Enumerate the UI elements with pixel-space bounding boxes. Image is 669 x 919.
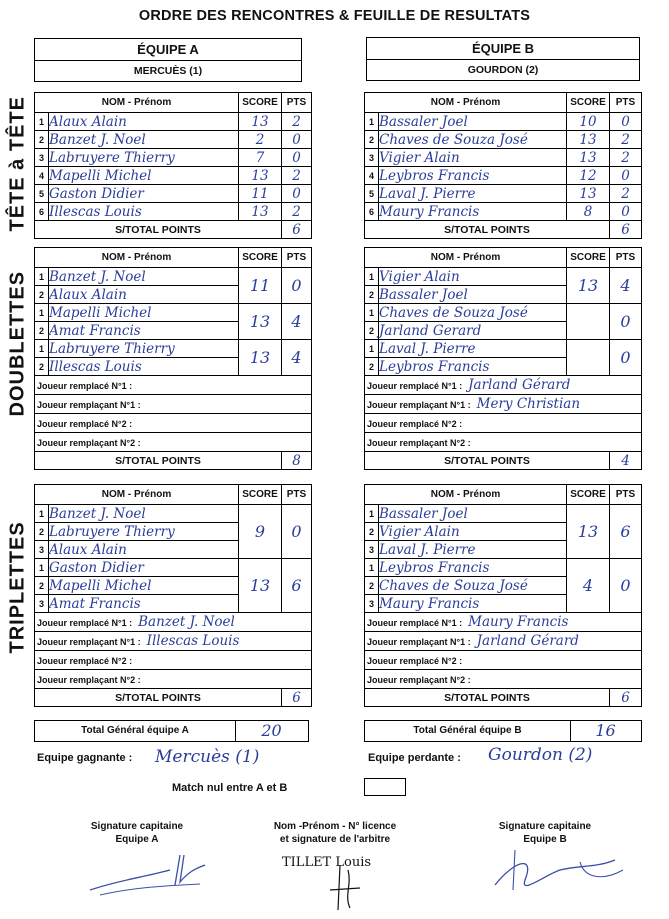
player-name[interactable]: Vigier Alain [379,268,567,286]
player-name[interactable]: Labruyere Thierry [49,340,239,358]
table-row [365,131,642,149]
team-pts[interactable]: 6 [282,559,312,613]
col-header-pts: PTS [610,485,642,505]
player-name[interactable]: Gaston Didier [49,559,239,577]
team-score[interactable]: 9 [239,505,282,559]
doublettes-b-remplacant1-row [365,395,642,414]
team-pts[interactable]: 4 [282,304,312,340]
player-pts[interactable]: 2 [282,113,312,131]
doublettes-a-remplace2-label: Joueur remplacé N°2 : [37,419,133,429]
triplettes-b-remplace1-row [365,613,642,632]
player-name[interactable]: Labruyere Thierry [49,149,239,167]
player-name[interactable]: Leybros Francis [379,358,567,376]
player-number: 6 [365,203,379,221]
match-nul-box[interactable] [364,778,406,796]
player-pts[interactable]: 2 [610,149,642,167]
team-pts[interactable]: 0 [282,505,312,559]
player-number: 2 [365,286,379,304]
player-number: 6 [35,203,49,221]
player-number: 2 [365,322,379,340]
player-name[interactable]: Leybros Francis [379,167,567,185]
player-name[interactable]: Alaux Alain [49,113,239,131]
table-row [35,304,312,322]
gagnante-label: Equipe gagnante : [37,752,133,764]
team-score[interactable]: 13 [239,304,282,340]
table-row [365,505,642,523]
doublettes-a-subtotal-value[interactable]: 8 [282,452,312,470]
player-name[interactable]: Chaves de Souza José [379,304,567,322]
team-pts[interactable]: 0 [282,268,312,304]
player-number: 3 [365,149,379,167]
player-name[interactable]: Alaux Alain [49,286,239,304]
triplettes-a-remplacant2-label: Joueur remplaçant N°2 : [37,675,141,685]
col-header-pts: PTS [282,485,312,505]
triplettes-b-remplacant1-label: Joueur remplaçant N°1 : [367,637,471,647]
doublettes-b-remplace1-row [365,376,642,395]
player-name[interactable]: Gaston Didier [49,185,239,203]
col-header-score: SCORE [567,485,610,505]
player-name[interactable]: Laval J. Pierre [379,541,567,559]
total-b-value[interactable]: 16 [595,721,616,740]
player-name[interactable]: Illescas Louis [49,203,239,221]
team-a-header-box [34,38,302,82]
player-number: 1 [365,113,379,131]
side-label-tete: TÊTE à TÊTE [6,96,29,232]
player-name[interactable]: Mapelli Michel [49,577,239,595]
player-score[interactable]: 13 [239,113,282,131]
player-score[interactable]: 7 [239,149,282,167]
player-number: 1 [35,505,49,523]
player-name[interactable]: Banzet J. Noel [49,505,239,523]
player-score[interactable]: 13 [239,167,282,185]
table-row [35,340,312,358]
triplettes-a-remplacant1-label: Joueur remplaçant N°1 : [37,637,141,647]
total-a-label: Total Général équipe A [35,721,236,741]
page-title: ORDRE DES RENCONTRES & FEUILLE DE RESULTATS [138,8,531,24]
tete-a-subtotal-value[interactable]: 6 [282,221,312,239]
triplettes-a-remplace1-value[interactable]: Banzet J. Noel [138,614,235,630]
player-name[interactable]: Bassaler Joel [379,113,567,131]
team-score[interactable]: 13 [239,559,282,613]
player-name[interactable]: Chaves de Souza José [379,577,567,595]
player-number: 3 [35,149,49,167]
player-number: 1 [365,505,379,523]
player-name[interactable]: Vigier Alain [379,523,567,541]
signature-a-label: Signature capitaine Equipe A [90,821,184,845]
doublettes-a-remplacant2-row [35,433,312,452]
triplettes-b-remplace1-label: Joueur remplacé N°1 : [367,618,463,628]
table-row [365,167,642,185]
player-name[interactable]: Laval J. Pierre [379,340,567,358]
player-pts[interactable]: 0 [282,131,312,149]
player-number: 2 [35,577,49,595]
team-a-header: ÉQUIPE A [35,39,301,61]
match-nul-label: Match nul entre A et B [172,782,288,794]
player-name[interactable]: Alaux Alain [49,541,239,559]
player-name[interactable]: Bassaler Joel [379,286,567,304]
col-header-score: SCORE [239,93,282,113]
table-row [35,149,312,167]
player-score[interactable]: 11 [239,185,282,203]
col-header-nom: NOM - Prénom [365,248,567,268]
total-a-box [34,720,309,742]
table-row [35,167,312,185]
team-b-header: ÉQUIPE B [367,38,639,60]
table-row [365,340,642,358]
team-score[interactable]: 4 [567,559,610,613]
arbitre-name: TILLET Louis [282,855,372,870]
player-number: 1 [365,304,379,322]
player-pts[interactable]: 0 [610,167,642,185]
triplettes-a-remplacant2-row [35,670,312,689]
doublettes-a-remplacant2-label: Joueur remplaçant N°2 : [37,438,141,448]
doublettes-b-remplacant2-label: Joueur remplaçant N°2 : [367,438,471,448]
doublettes-b-remplace2-row [365,414,642,433]
col-header-nom: NOM - Prénom [35,248,239,268]
doublettes-table-a [34,247,312,470]
player-name[interactable]: Maury Francis [379,595,567,613]
team-b-header-box [366,37,640,81]
triplettes-a-remplacant1-value[interactable]: Illescas Louis [146,633,240,649]
table-row [365,149,642,167]
perdante-value[interactable]: Gourdon (2) [488,745,593,765]
tete-a-subtotal-label: S/TOTAL POINTS [35,221,282,239]
triplettes-a-remplace1-label: Joueur remplacé N°1 : [37,618,133,628]
player-name[interactable]: Banzet J. Noel [49,131,239,149]
table-row [35,185,312,203]
triplettes-table-a [34,484,312,707]
doublettes-b-remplace2-label: Joueur remplacé N°2 : [367,419,463,429]
player-number: 3 [35,595,49,613]
doublettes-a-remplacant1-label: Joueur remplaçant N°1 : [37,400,141,410]
col-header-pts: PTS [610,248,642,268]
table-row [365,203,642,221]
table-row [365,268,642,286]
player-name[interactable]: Laval J. Pierre [379,185,567,203]
player-name[interactable]: Mapelli Michel [49,167,239,185]
col-header-nom: NOM - Prénom [365,485,567,505]
player-score[interactable]: 2 [239,131,282,149]
doublettes-b-remplacant1-value[interactable]: Mery Christian [476,396,581,412]
perdante-label: Equipe perdante : [368,752,461,764]
player-score[interactable]: 13 [239,203,282,221]
doublettes-b-remplacant1-label: Joueur remplaçant N°1 : [367,400,471,410]
table-row [35,113,312,131]
doublettes-b-subtotal-value[interactable]: 4 [610,452,642,470]
team-pts[interactable]: 0 [610,559,642,613]
player-name[interactable]: Chaves de Souza José [379,131,567,149]
player-number: 3 [365,595,379,613]
team-score[interactable] [567,304,610,340]
triplettes-a-remplace1-row [35,613,312,632]
team-pts[interactable]: 0 [610,340,642,376]
player-score[interactable]: 13 [567,185,610,203]
player-score[interactable]: 13 [567,149,610,167]
player-number: 4 [35,167,49,185]
signature-a-image [80,840,220,900]
triplettes-b-remplace2-row [365,651,642,670]
tete-b-subtotal-value[interactable]: 6 [610,221,642,239]
triplettes-a-remplace2-label: Joueur remplacé N°2 : [37,656,133,666]
total-b-label: Total Général équipe B [365,721,571,741]
player-number: 1 [365,268,379,286]
signature-b-image [485,840,635,900]
side-label-triplettes: TRIPLETTES [6,521,29,654]
player-pts[interactable]: 0 [610,113,642,131]
team-score[interactable]: 13 [567,268,610,304]
player-pts[interactable]: 0 [610,203,642,221]
col-header-pts: PTS [282,93,312,113]
player-number: 1 [35,304,49,322]
player-name[interactable]: Leybros Francis [379,559,567,577]
table-row [365,559,642,577]
player-number: 2 [35,358,49,376]
player-number: 1 [365,559,379,577]
triplettes-a-remplace2-row [35,651,312,670]
team-score[interactable]: 11 [239,268,282,304]
table-row [35,131,312,149]
player-score[interactable]: 13 [567,131,610,149]
player-name[interactable]: Jarland Gerard [379,322,567,340]
player-number: 2 [365,577,379,595]
tete-table-a [34,92,312,239]
gagnante-value[interactable]: Mercuès (1) [155,747,260,767]
col-header-score: SCORE [239,248,282,268]
total-a-value[interactable]: 20 [261,721,282,740]
team-pts[interactable]: 4 [282,340,312,376]
player-name[interactable]: Amat Francis [49,322,239,340]
triplettes-b-remplace2-label: Joueur remplacé N°2 : [367,656,463,666]
player-number: 1 [365,340,379,358]
tete-table-b [364,92,642,239]
signature-b-label: Signature capitaine Equipe B [498,821,592,845]
player-number: 4 [365,167,379,185]
player-number: 3 [35,541,49,559]
triplettes-a-subtotal-label: S/TOTAL POINTS [35,689,282,707]
triplettes-b-remplacant1-value[interactable]: Jarland Gérard [476,633,579,649]
tete-b-subtotal-label: S/TOTAL POINTS [365,221,610,239]
player-number: 1 [35,559,49,577]
col-header-nom: NOM - Prénom [35,485,239,505]
player-number: 2 [365,358,379,376]
doublettes-a-subtotal-label: S/TOTAL POINTS [35,452,282,470]
player-score[interactable]: 12 [567,167,610,185]
doublettes-a-remplacant1-row [35,395,312,414]
player-name[interactable]: Banzet J. Noel [49,268,239,286]
doublettes-b-remplace1-value[interactable]: Jarland Gérard [468,377,571,393]
player-number: 5 [365,185,379,203]
team-pts[interactable]: 6 [610,505,642,559]
signature-arbitre-label: Nom -Prénom - N° licence et signature de l'arbitre [273,821,397,845]
player-pts[interactable]: 0 [282,185,312,203]
col-header-score: SCORE [567,93,610,113]
player-pts[interactable]: 2 [282,203,312,221]
triplettes-b-remplacant1-row [365,632,642,651]
team-pts[interactable]: 0 [610,304,642,340]
col-header-score: SCORE [239,485,282,505]
player-name[interactable]: Labruyere Thierry [49,523,239,541]
player-pts[interactable]: 0 [282,149,312,167]
col-header-pts: PTS [610,93,642,113]
player-number: 1 [35,113,49,131]
player-pts[interactable]: 2 [610,185,642,203]
triplettes-a-subtotal-value[interactable]: 6 [282,689,312,707]
table-row [365,304,642,322]
player-score[interactable]: 10 [567,113,610,131]
table-row [35,559,312,577]
doublettes-a-remplace1-row [35,376,312,395]
table-row [35,203,312,221]
triplettes-a-remplacant1-row [35,632,312,651]
col-header-nom: NOM - Prénom [35,93,239,113]
player-number: 2 [35,523,49,541]
player-name[interactable]: Vigier Alain [379,149,567,167]
player-number: 2 [365,523,379,541]
player-name[interactable]: Bassaler Joel [379,505,567,523]
team-score[interactable]: 13 [567,505,610,559]
col-header-score: SCORE [567,248,610,268]
player-number: 1 [35,268,49,286]
table-row [365,185,642,203]
player-name[interactable]: Amat Francis [49,595,239,613]
triplettes-b-remplacant2-row [365,670,642,689]
triplettes-b-remplace1-value[interactable]: Maury Francis [468,614,569,630]
team-pts[interactable]: 4 [610,268,642,304]
player-pts[interactable]: 2 [282,167,312,185]
total-b-box [364,720,642,742]
doublettes-b-remplacant2-row [365,433,642,452]
doublettes-table-b [364,247,642,470]
player-number: 2 [35,131,49,149]
col-header-pts: PTS [282,248,312,268]
triplettes-b-subtotal-value[interactable]: 6 [610,689,642,707]
side-label-doublettes: DOUBLETTES [6,270,29,417]
table-row [35,268,312,286]
team-score[interactable] [567,340,610,376]
doublettes-a-remplace2-row [35,414,312,433]
player-number: 3 [365,541,379,559]
player-number: 1 [35,340,49,358]
triplettes-table-b [364,484,642,707]
team-score[interactable]: 13 [239,340,282,376]
team-b-name: GOURDON (2) [467,64,539,76]
triplettes-b-subtotal-label: S/TOTAL POINTS [365,689,610,707]
player-name[interactable]: Illescas Louis [49,358,239,376]
triplettes-b-remplacant2-label: Joueur remplaçant N°2 : [367,675,471,685]
player-number: 2 [35,322,49,340]
doublettes-b-remplace1-label: Joueur remplacé N°1 : [367,381,463,391]
player-score[interactable]: 8 [567,203,610,221]
doublettes-a-remplace1-label: Joueur remplacé N°1 : [37,381,133,391]
player-name[interactable]: Mapelli Michel [49,304,239,322]
player-number: 5 [35,185,49,203]
table-row [365,113,642,131]
player-name[interactable]: Maury Francis [379,203,567,221]
table-row [35,505,312,523]
player-number: 2 [365,131,379,149]
col-header-nom: NOM - Prénom [365,93,567,113]
doublettes-b-subtotal-label: S/TOTAL POINTS [365,452,610,470]
player-pts[interactable]: 2 [610,131,642,149]
player-number: 2 [35,286,49,304]
signature-arbitre-image [320,860,380,915]
team-a-name: MERCUÈS (1) [133,65,203,77]
